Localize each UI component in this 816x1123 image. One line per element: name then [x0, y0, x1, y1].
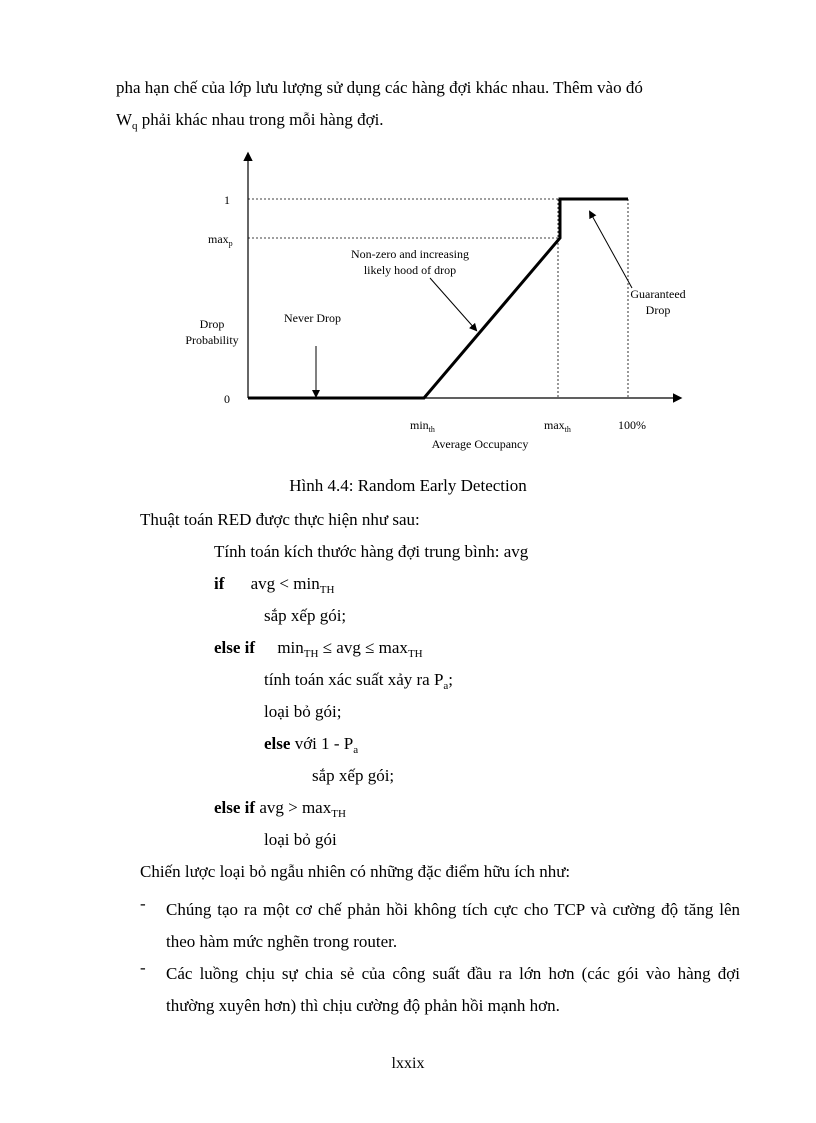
figure-caption: Hình 4.4: Random Early Detection	[289, 476, 527, 495]
elseif-cond-2: ≤ avg ≤ max	[318, 638, 408, 657]
bullet-dash-2: -	[140, 958, 146, 977]
x-label-max: $\max_{th}$	[544, 418, 571, 434]
else-with: với 1 - P	[290, 734, 354, 753]
x-label-min: $\min_{th}$	[410, 418, 435, 434]
algo-else-if-line	[214, 638, 423, 660]
w-subscript: q	[132, 120, 138, 132]
nonzero-label-2: likely hood of drop	[363, 263, 457, 277]
algo-compute: Tính toán kích thước hàng đợi trung bình: avg	[214, 542, 529, 561]
features-intro: Chiến lược loại bỏ ngẫu nhiên có những đặc điểm hữu ích như:	[140, 862, 571, 881]
if-condition: avg < min	[250, 574, 320, 593]
algo-enqueue-2: sắp xếp gói;	[312, 766, 395, 785]
intro-line-1: pha hạn chế của lớp lưu lượng sử dụng các hàng đợi khác nhau. Thêm vào đó	[116, 78, 643, 97]
th-subscript-4: TH	[331, 808, 346, 820]
red-figure	[160, 148, 700, 458]
kw-else: else	[264, 734, 291, 753]
guaranteed-label-2: Drop	[645, 303, 671, 317]
feature-item-2: Các luồng chịu sự chia sẻ của công suất đầu ra lớn hơn (các gói vào hàng đợi thường xuyên hơn) thì chịu cường độ phản hồi mạnh hơn.	[166, 964, 740, 1015]
elseif2-cond: avg > max	[255, 798, 332, 817]
kw-if: if	[214, 574, 225, 593]
algo-if-line	[214, 574, 334, 596]
algo-else-if-2-line	[214, 798, 346, 820]
algo-enqueue: sắp xếp gói;	[264, 606, 347, 625]
algo-drop: loại bỏ gói;	[264, 702, 342, 721]
calc-prob-text: tính toán xác suất xảy ra P	[264, 670, 444, 689]
th-subscript-3: TH	[407, 648, 423, 660]
y-axis-title-2: Probability	[185, 333, 239, 347]
feature-item-1: Chúng tạo ra một cơ chế phản hồi không tích cực cho TCP và cường độ tăng lên theo hàm mức nghẽn trong router.	[166, 900, 740, 951]
algo-intro: Thuật toán RED được thực hiện như sau:	[140, 510, 420, 529]
guaranteed-label-1: Guaranteed	[630, 287, 686, 301]
kw-else-if: else if	[214, 638, 256, 657]
kw-else-if-2: else if	[214, 798, 256, 817]
page-number: lxxix	[391, 1055, 425, 1072]
x-label-100: 100%	[618, 418, 646, 432]
drop-probability-curve	[248, 199, 628, 398]
nonzero-arrow	[430, 278, 476, 330]
th-subscript-2: TH	[303, 648, 319, 660]
y-label-1: 1	[224, 193, 230, 207]
calc-prob-end: ;	[448, 670, 454, 689]
y-axis-title-1: Drop	[199, 317, 225, 331]
algo-else-line	[264, 734, 358, 756]
intro-line-2: phải khác nhau trong mỗi hàng đợi.	[137, 110, 384, 129]
algo-calc-prob	[264, 670, 453, 692]
red-graph	[160, 148, 700, 458]
guaranteed-arrow	[590, 212, 632, 288]
th-subscript: TH	[319, 584, 335, 596]
nonzero-label-1: Non-zero and increasing	[351, 247, 469, 261]
x-axis-title: Average Occupancy	[431, 437, 529, 451]
elseif-cond-1: min	[277, 638, 304, 657]
y-label-maxp: $\max_p$	[208, 232, 233, 248]
intro-paragraph	[116, 72, 740, 142]
w-symbol: W	[116, 110, 133, 129]
never-drop-label: Never Drop	[284, 311, 341, 325]
y-label-0: 0	[224, 392, 230, 406]
algo-drop-2: loại bỏ gói	[264, 830, 337, 849]
pa-subscript: a	[443, 680, 449, 692]
bullet-dash-1: -	[140, 894, 146, 913]
pa-subscript-2: a	[353, 744, 359, 756]
